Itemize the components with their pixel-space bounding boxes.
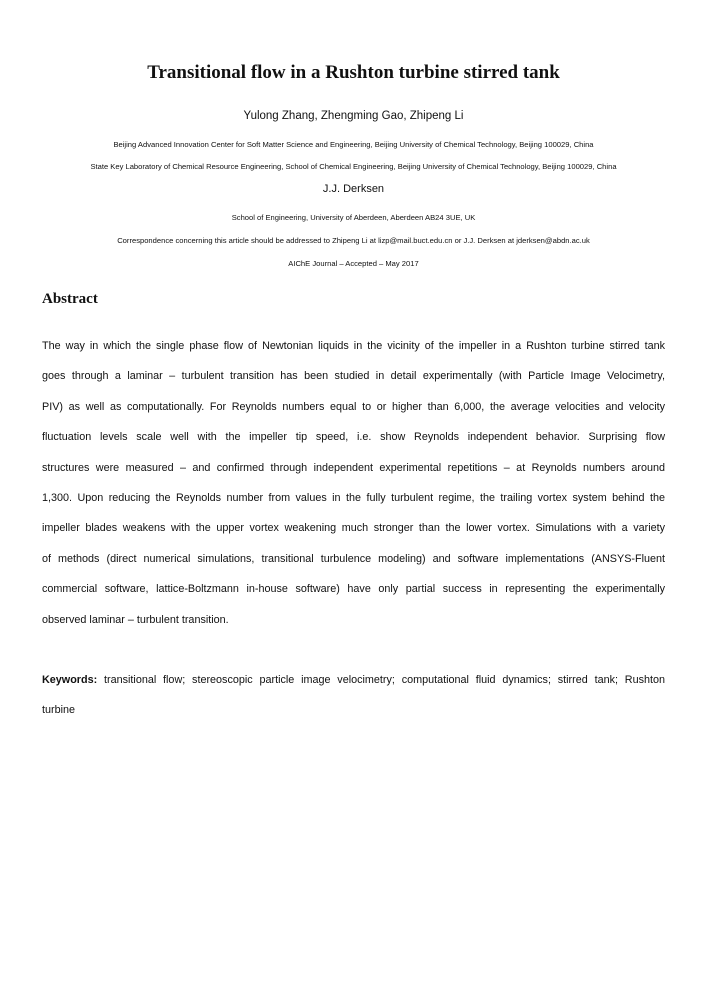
affiliation-1: Beijing Advanced Innovation Center for Soft Matter Science and Engineering, Beijing University of Chemical Technology, Beijing 100029, China bbox=[113, 140, 594, 149]
keywords-text: transitional flow; stereoscopic particle image velocimetry; computational fluid dynamics; stirred tank; Rushton bbox=[97, 674, 665, 686]
abstract-line: PIV) as well as computationally. For Reynolds numbers equal to or higher than 6,000, the average velocities and velocity bbox=[42, 400, 665, 413]
abstract-line: fluctuation levels scale well with the impeller tip speed, i.e. show Reynolds independent behavior. Surprising flow bbox=[42, 431, 665, 444]
abstract-body bbox=[42, 338, 665, 642]
keywords bbox=[42, 672, 665, 733]
abstract-line: impeller blades weakens with the upper vortex weakening much stronger than the lower vortex. Simulations with a variety bbox=[42, 522, 665, 535]
abstract-line: 1,300. Upon reducing the Reynolds number from values in the fully turbulent regime, the trailing vortex system behind the bbox=[42, 491, 665, 504]
abstract-line: structures were measured – and confirmed through independent experimental repetitions – at Reynolds numbers around bbox=[42, 461, 665, 474]
abstract-line: The way in which the single phase flow of Newtonian liquids in the vicinity of the impeller in a Rushton turbine stirred tank bbox=[42, 340, 665, 352]
correspondence: Correspondence concerning this article should be addressed to Zhipeng Li at lizp@mail.buct.edu.cn or J.J. Derksen at jderksen@abdn.ac.uk bbox=[117, 236, 590, 245]
author-2: J.J. Derksen bbox=[322, 183, 385, 195]
keywords-line-2: turbine bbox=[42, 704, 76, 717]
abstract-heading: Abstract bbox=[42, 291, 98, 307]
affiliation-2: State Key Laboratory of Chemical Resource Engineering, School of Chemical Engineering, Beijing University of Chemical Technology, Beijing 100029, China bbox=[90, 162, 617, 171]
keywords-label: Keywords: bbox=[42, 674, 98, 686]
journal-info: AIChE Journal – Accepted – May 2017 bbox=[288, 259, 419, 268]
paper-title: Transitional flow in a Rushton turbine stirred tank bbox=[147, 62, 560, 83]
affiliation-3: School of Engineering, University of Aberdeen, Aberdeen AB24 3UE, UK bbox=[231, 213, 476, 222]
abstract-line: goes through a laminar – turbulent transition has been studied in detail experimentally (with Particle Image Velocimetry, bbox=[42, 370, 665, 383]
abstract-line: observed laminar – turbulent transition. bbox=[42, 613, 229, 626]
authors: Yulong Zhang, Zhengming Gao, Zhipeng Li bbox=[243, 110, 464, 122]
abstract-line: commercial software, lattice-Boltzmann in-house software) have only partial success in representing the experimentally bbox=[42, 583, 665, 596]
keywords-line bbox=[42, 672, 665, 702]
abstract-line: of methods (direct numerical simulations, transitional turbulence modeling) and software implementations (ANSYS-Fluent bbox=[42, 552, 665, 565]
